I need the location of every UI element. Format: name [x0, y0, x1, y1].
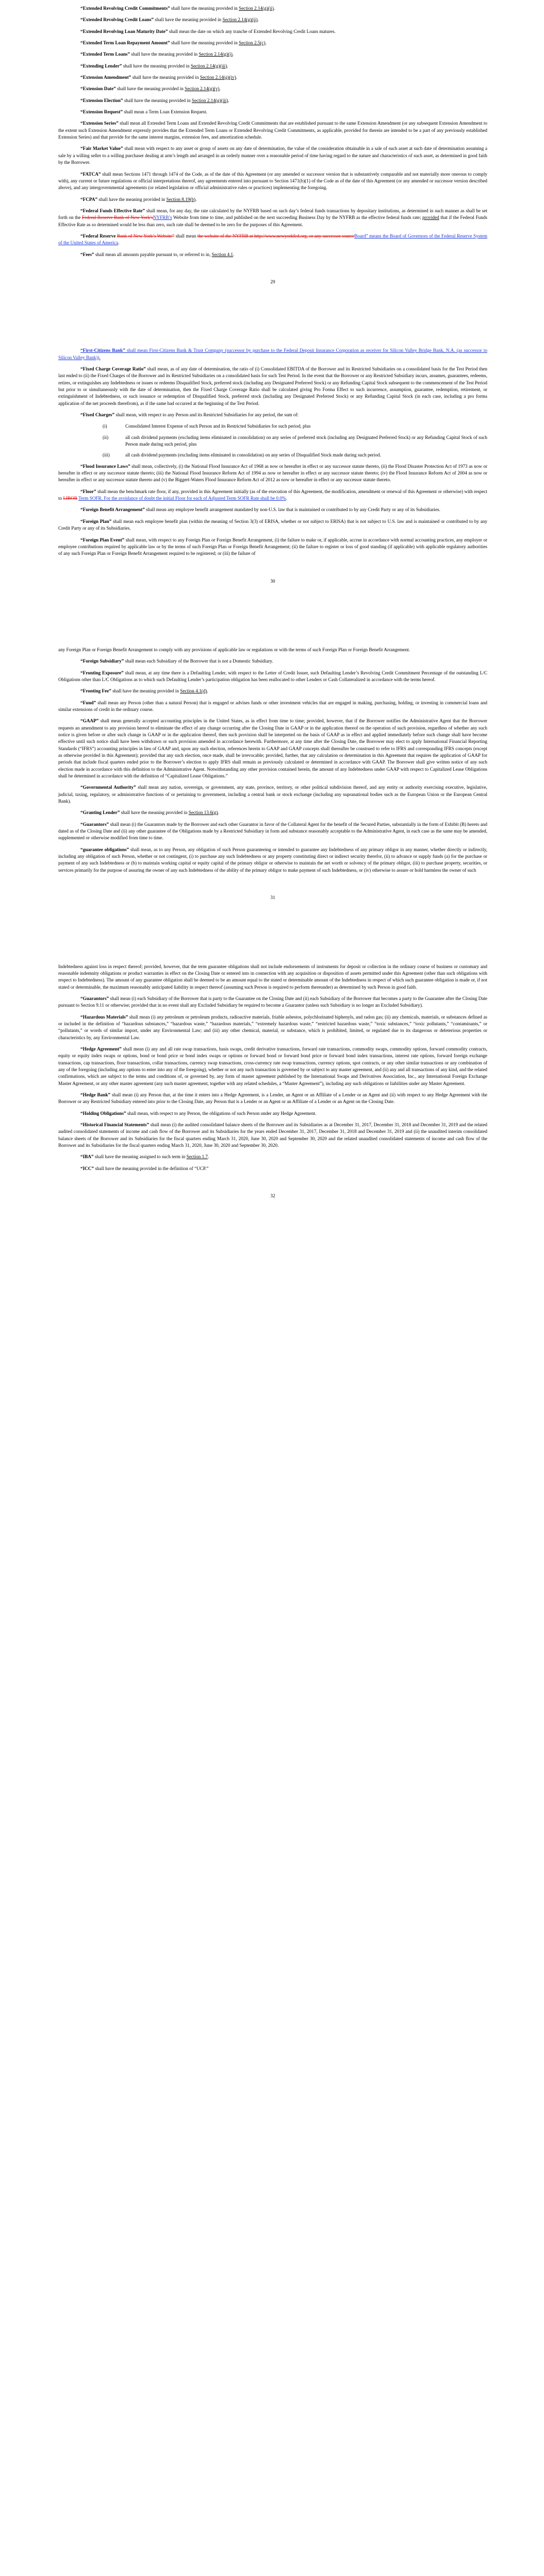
- definition-paragraph: [58, 5, 487, 12]
- definition-paragraph: [58, 51, 487, 58]
- defined-term: “Hazardous Materials”: [80, 1014, 128, 1020]
- definition-text: shall mean (i) any Person that, at the time it enters into a Hedge Agreement, is a Lender, an Agent or an Affiliate of a Lender or an Agent and (ii) with respect to any Hedge Agreement with the Borrower or any Restricted Subsidiary entered into prior to the Closing Date, any Person that is a Lender or an Agent or an Affiliate of a Lender or an Agent on the Closing Date.: [58, 1092, 488, 1105]
- definition-tail: .: [257, 17, 259, 23]
- section-reference-link[interactable]: Section 1.7: [186, 1154, 208, 1160]
- defined-term: “Extended Revolving Loan Maturity Date”: [80, 28, 168, 34]
- defined-term: “Holding Obligations”: [80, 1110, 126, 1116]
- definition-text: shall mean a Term Loan Extension Request.: [122, 109, 207, 115]
- definition-tail: .: [273, 6, 275, 11]
- definition-text: shall mean all Extended Term Loans and Extended Revolving Credit Commitments that are established pursuant to the same Extension Amendment (or any subsequent Extension Amendment to the extent such Extension Amendment expressly provides that the Extended Term Loans or Extended Revolving Credit Commitments, as applicable, provided for therein are intended to be a part of any previously established Extension Series) and that provide for the same interest margins, extension fees, and amortization schedule.: [58, 121, 487, 140]
- section-reference-link[interactable]: Section 2.14(g)(v): [185, 86, 220, 92]
- page-number: 31: [270, 895, 275, 901]
- defined-term: “Fronting Fee”: [80, 688, 111, 694]
- definition-floor: “Floor” shall mean the benchmark rate floor, if any, provided in this Agreement initially (as of the execution of this Agreement, the modification, amendment or renewal of this Agreement or otherwise) with respect to LIBOR Term SOFR. For the avoidance of doubt the initial Floor for each of Adjusted Term SOFR Rate shall be 0.0%.: [58, 488, 487, 501]
- defined-term: “Extended Revolving Credit Loans”: [80, 17, 154, 23]
- definition-paragraph: [58, 670, 487, 684]
- defined-term: “Extended Revolving Credit Commitments”: [80, 6, 170, 11]
- definition-paragraph: [58, 145, 487, 166]
- definition-text: shall have the meaning assigned to such term in: [93, 1154, 187, 1160]
- defined-term: “Extended Term Loans”: [80, 52, 130, 57]
- definition-paragraph: [58, 1092, 487, 1106]
- definition-text: shall mean, with respect to any Person, the obligations of such Person under any Hedge Agreement.: [126, 1110, 317, 1116]
- definition-tail: .: [228, 97, 229, 103]
- definition-paragraph: [58, 1110, 487, 1117]
- defined-term: “Fund”: [80, 700, 96, 705]
- section-reference-link[interactable]: Section 13.6(g): [188, 810, 218, 816]
- document: [0, 0, 544, 1199]
- definition-foreign-plan-event: “Foreign Plan Event” shall mean, with respect to any Foreign Plan or Foreign Benefit Arrangement, (i) the failure to make or, if applicable, accrue in accordance with normal accounting practices, any employer or employee contributions required by applicable law or by the terms of such Foreign Plan or Foreign Benefit Arrangement; (ii) the failure to register or loss of good standing (if applicable) with applicable regulatory authorities of any such Foreign Plan or Foreign Benefit Arrangement required to be registered; or (iii) the failure of: [58, 537, 488, 556]
- definition-text: shall have the meaning provided in: [116, 86, 185, 92]
- definition-foreign-plan: “Foreign Plan” shall mean each employee benefit plan (within the meaning of Section 3(3) of ERISA, whether or not subject to ERISA) that is not subject to U.S. law and is maintained or contributed to by any Credit Party or any of its Subsidiaries.: [58, 518, 487, 531]
- defined-term: “guarantee obligations”: [80, 846, 129, 852]
- definition-text: shall mean generally accepted accounting principles in the United States, as in effect from time to time; provided, however, that if the Borrower notifies the Administrative Agent that the Borrower requests an amendment to any provision hereof to eliminate the effect of any change occurring after the Closing Date in GAAP or in the application thereof on the operation of such provision, regardless of whether any such notice is given before or after such change in GAAP or in the application thereof, then such provision shall be interpreted on the basis of GAAP as in effect and applied immediately before such change shall have become effective until such notice shall have been withdrawn or such provision amended in accordance herewith. Furthermore, at any time after the Closing Date, the Borrower may elect to apply International Financial Reporting Standards (“IFRS”) accounting principles in lieu of GAAP and, upon any such election, references herein to GAAP and GAAP concepts shall thereafter be construed to refer to IFRS and corresponding IFRS concepts (except as otherwise provided in this Agreement); provided that any such election, once made, shall be irrevocable; provided, further, that any calculation or determination in this Agreement that requires the application of GAAP for periods that include fiscal quarters ended prior to the Borrower’s election to apply IFRS shall remain as previously calculated or determined in accordance with GAAP. The Borrower shall give written notice of any such election made in accordance with this definition to the Administrative Agent. Notwithstanding any other provision contained herein, the amount of any Indebtedness under GAAP with respect to Capitalized Lease Obligations shall be determined in accordance with the definition of “Capitalized Lease Obligations.”: [58, 718, 487, 779]
- definition-paragraph: [58, 1154, 487, 1160]
- definition-text: shall mean, at any time there is a Defaulting Lender, with respect to the Letter of Credit Issuer, such Defaulting Lender’s Revolving Credit Commitment Percentage of the outstanding L/C Obligations other than L/C Obligations as to which such Defaulting Lender’s participation obligation has been reallocated to other Lenders or Cash Collateralized in accordance with the terms hereof.: [58, 670, 487, 682]
- definition-text: shall mean, as to any Person, any obligation of such Person guaranteeing or intended to guarantee any Indebtedness of any primary obligor in any manner, whether directly or indirectly, including any obligation of such Person, whether or not contingent, (i) to purchase any such Indebtedness or any property constituting direct or indirect security therefor, (ii) to advance or supply funds (a) for the purchase or payment of any such Indebtedness or (b) to maintain working capital or equity capital of the primary obligor or otherwise to maintain the net worth or solvency of the primary obligor, (iii) to purchase property, securities, or services primarily for the purpose of assuring the owner of any such Indebtedness of the ability of the primary obligor to make payment of such Indebtedness, or (iv) otherwise to assure or hold harmless the owner of such: [58, 846, 488, 873]
- definition-text: shall mean (i) any petroleum or petroleum products, radioactive materials, friable asbestos, polychlorinated biphenyls, and radon gas; (ii) any chemicals, materials, or substances defined as or included in the definition of “hazardous substances,” “hazardous waste,” “hazardous materials,” “extremely hazardous waste,” “restricted hazardous waste,” “toxic substances,” “toxic pollutants,” “contaminants,” or “pollutants,” or words of similar import, under any Environmental Law; and (iii) any other chemical, material, or substance, which is prohibited, limited, or regulated due to its dangerous or deleterious properties or characteristics by, any Environmental Law.: [58, 1014, 487, 1040]
- defined-term: “Extension Amendment”: [80, 75, 131, 80]
- defined-term: “Extension Date”: [80, 86, 116, 92]
- definition-tail: .: [195, 196, 197, 202]
- definition-fixed-charges: “Fixed Charges” shall mean, with respect to any Person and its Restricted Subsidiaries for any period, the sum of:: [80, 412, 299, 418]
- definition-text: shall mean any Person (other than a natural Person) that is engaged or advises funds or other investment vehicles that are engaged in making, purchasing, holding, or investing in commercial loans and similar extensions of credit in the ordinary course.: [58, 700, 487, 712]
- definition-fees: “Fees” shall mean all amounts payable pursuant to, or referred to in, Section 4.1.: [80, 251, 235, 257]
- section-reference-link[interactable]: Section 2.14(g)(iii): [190, 63, 227, 69]
- defined-term: “Guarantors”: [80, 821, 109, 827]
- definition-text: shall have the meaning provided in: [129, 52, 199, 57]
- section-reference-link[interactable]: Section 2.14(g)(ii): [222, 17, 258, 23]
- section-reference-link[interactable]: Section 2.14(g)(iv): [200, 75, 236, 80]
- definition-tail: .: [227, 63, 228, 69]
- defined-term: “Extended Term Loan Repayment Amount”: [80, 40, 170, 46]
- definition-text: shall mean each Subsidiary of the Borrower that is not a Domestic Subsidiary.: [124, 658, 273, 664]
- definition-paragraph: [58, 97, 487, 104]
- page-number: 32: [270, 1193, 275, 1199]
- definition-text: shall have the meaning provided in: [97, 196, 167, 202]
- page-break: [58, 902, 487, 963]
- definition-paragraph: [58, 1046, 487, 1087]
- definition-paragraph: [58, 658, 487, 665]
- defined-term: “Foreign Subsidiary”: [80, 658, 124, 664]
- definition-flood-insurance-laws: “Flood Insurance Laws” shall mean, collectively, (i) the National Flood Insurance Act of 1968 as now or hereafter in effect or any successor statute thereto, (ii) the Flood Disaster Protection Act of 1973 as now or hereafter in effect or any successor statute thereto; (iii) the National Flood Insurance Reform Act of 1994 as now or hereafter in effect or any successor statute thereto; (iv) the Flood Insurance Reform Act of 2004 as now or hereafter in effect or any successor statute thereto and (v) the Biggert-Waters Flood Insurance Reform Act of 2012 as now or hereafter in effect or any successor statute thereto.: [58, 463, 488, 483]
- page-break: [58, 585, 487, 647]
- defined-term: “FATCA”: [80, 171, 101, 177]
- definition-text: shall have the meaning provided in: [120, 810, 189, 816]
- page-number: 29: [270, 279, 275, 284]
- section-reference-link[interactable]: Section 2.5(c): [239, 40, 266, 46]
- definition-federal-reserve-board: “Federal Reserve Bank of New York’s Website” shall mean the website of the NYFRB at http://www.newyorkfed.org, or any successor sourceBoard” means the Board of Governors of the Federal Reserve System of the United States of America.: [58, 233, 488, 246]
- defined-term: “GAAP”: [80, 718, 99, 724]
- definition-text: shall have the meaning provided in: [170, 40, 239, 46]
- definition-text: shall mean (i) the audited consolidated balance sheets of the Borrower and its Subsidiaries as at December 31, 2017, December 31, 2018 and December 31, 2019 and the related audited consolidated statements of income and cash flow of the Borrower and its Subsidiaries for the years ended December 31, 2017, December 31, 2018 and December 31, 2019 and (ii) the unaudited interim consolidated balance sheets of the Borrower and its Subsidiaries for the fiscal quarters ending March 31, 2020, June 30, 2020 and September 30, 2020 and the related unaudited consolidated statements of income and cash flow of the Borrower and its Subsidiaries for the fiscal quarters ending March 31, 2020, June 30, 2020 and September 30, 2020.: [58, 1122, 487, 1148]
- defined-term: “Governmental Authority”: [80, 785, 136, 790]
- definition-text: shall have the meaning provided in: [170, 6, 239, 11]
- definition-text: shall mean (i) the Guarantors made by the Borrower and each other Guarantor in favor of the Collateral Agent for the benefit of the Secured Parties, substantially in the form of Exhibit (B) hereto and dated as of the Closing Date and (ii) any other guarantee of the Obligations made by a Restricted Subsidiary in form and substance reasonably acceptable to the Administrative Agent, in each case as the same may be amended, supplemented or otherwise modified from time to time.: [58, 821, 487, 841]
- definition-paragraph: [58, 1165, 487, 1172]
- defined-term: “IBA”: [80, 1154, 94, 1160]
- definition-paragraph: [58, 171, 487, 192]
- definition-paragraph: [58, 700, 487, 714]
- definition-paragraph: [58, 784, 487, 805]
- definition-text: shall mean Sections 1471 through 1474 of the Code, as of the date of this Agreement (or any amended or successor version that is substantively comparable and not materially more onerous to comply with), any current or future regulations or official interpretations thereof, any agreements entered into pursuant to Section 1471(b)(1) of the Code as of the date of this Agreement (or any amended or successor version described above), and any intergovernmental agreements (or related legislation or official administrative rules or practices) implementing the foregoing.: [58, 171, 487, 191]
- defined-term: “ICC”: [80, 1165, 94, 1171]
- definition-tail: .: [232, 52, 234, 57]
- section-reference-link[interactable]: Section 8.19(b): [166, 196, 196, 202]
- definition-paragraph: [58, 86, 487, 92]
- defined-term: “Extension Request”: [80, 109, 123, 115]
- definition-tail: .: [218, 810, 219, 816]
- continuation-text: any Foreign Plan or Foreign Benefit Arrangement to comply with any provisions of applicable law or regulations or with the terms of such Foreign Plan or Foreign Benefit Arrangement.: [58, 647, 410, 652]
- definition-federal-funds-rate: “Federal Funds Effective Rate” shall mean, for any day, the rate calculated by the NYFRB based on such day’s federal funds transactions by depositary institutions, as determined in such manner as shall be set forth on the Federal Reserve Bank of New York’sNYFRB’s Website from time to time, and published on the next succeeding Business Day by the NYFRB as the effective federal funds rate; provided that if the Federal Funds Effective Rate as so determined would be less than zero, such rate shall be deemed to be zero for the purposes of this Agreement.: [58, 208, 487, 227]
- defined-term: “Extending Lender”: [80, 63, 122, 69]
- definition-paragraph: [58, 995, 487, 1009]
- clause-item: (i) Consolidated Interest Expense of such Person and its Restricted Subsidiaries for such period, plus: [103, 423, 311, 429]
- definition-text: shall have the meaning provided in: [111, 688, 180, 694]
- defined-term: “Fair Market Value”: [80, 146, 123, 151]
- definition-paragraph: [58, 74, 487, 81]
- definition-paragraph: [58, 688, 487, 694]
- clause-item: (iii) all cash dividend payments (excluding items eliminated in consolidation) on any series of Disqualified Stock made during such period.: [103, 452, 381, 458]
- definition-paragraph: [58, 40, 487, 46]
- definition-paragraph: [58, 718, 487, 779]
- definition-foreign-benefit-arrangement: “Foreign Benefit Arrangement” shall mean any employee benefit arrangement mandated by non-U.S. law that is maintained or contributed to by any Credit Party or any of its Subsidiaries.: [80, 507, 440, 513]
- definition-text: shall mean any nation, sovereign, or government, any state, province, territory, or other political subdivision thereof, and any entity or authority exercising executive, legislative, judicial, taxing, regulatory, or administrative functions of or pertaining to government, including a central bank or stock exchange (including any supranational bodies such as the European Union or the European Central Bank).: [58, 785, 487, 804]
- section-reference-link[interactable]: Section 2.14(g)(iii): [191, 97, 228, 103]
- section-reference-link[interactable]: Section 2.14(g)(ii): [239, 6, 274, 11]
- definition-tail: .: [208, 1154, 209, 1160]
- definition-paragraph: [58, 16, 487, 23]
- defined-term: “Hedge Agreement”: [80, 1046, 122, 1052]
- definition-paragraph: [58, 1122, 487, 1149]
- section-reference-link[interactable]: Section 2.14(g)(i): [199, 52, 233, 57]
- section-reference-link[interactable]: Section 4.1(d): [180, 688, 207, 694]
- definition-text: shall have the meaning provided in: [122, 63, 191, 69]
- fixed-charges-clauses: [58, 423, 487, 459]
- definition-tail: .: [207, 688, 208, 694]
- defined-term: “Granting Lender”: [80, 810, 120, 816]
- definition-paragraph: [58, 846, 487, 874]
- defined-term: “Hedge Bank”: [80, 1092, 111, 1097]
- page-31: [58, 647, 487, 902]
- definition-paragraph: [58, 821, 487, 842]
- definition-paragraph: [58, 109, 487, 115]
- definition-paragraph: [58, 28, 487, 35]
- page-number: 30: [270, 578, 275, 584]
- definition-paragraph: [58, 63, 487, 70]
- definition-text: shall mean the date on which any tranche of Extended Revolving Credit Loans matures.: [168, 28, 336, 34]
- page-30: [58, 347, 487, 585]
- defined-term: “Guarantors”: [80, 995, 109, 1001]
- definition-paragraph: [58, 120, 487, 141]
- definition-text: shall mean with respect to any asset or group of assets on any date of determination, the value of the consideration obtainable in a sale of such asset at such date of determination assuming a sale by a willing seller to a willing purchaser dealing at arm’s length and arranged in an orderly manner over a reasonable period of time having regard to the nature and characteristics of such asset, as determined in good faith by the Borrower.: [58, 146, 487, 165]
- definition-text: shall have the meaning provided in: [154, 17, 223, 23]
- defined-term: “Extension Series”: [80, 121, 119, 126]
- page-break: [58, 285, 487, 347]
- definition-paragraph: [58, 196, 487, 203]
- defined-term: “Extension Election”: [80, 97, 123, 103]
- definition-fixed-charge-coverage-ratio: “Fixed Charge Coverage Ratio” shall mean, as of any date of determination, the ratio of (i) Consolidated EBITDA of the Borrower and its Restricted Subsidiaries on a consolidated basis for the Test Period then last ended to (ii) the Fixed Charges of the Borrower and its Restricted Subsidiaries on a consolidated basis for such Test Period. In the event that the Borrower or any Restricted Subsidiary incurs, assumes, guarantees, redeems, retires, or extinguishes any Indebtedness or issues or redeems Disqualified Stock, preferred stock (including any Designated Preferred Stock) or any Refunding Capital Stock subsequent to the commencement of the Test Period but prior to or simultaneously with the date of determination, then the Fixed Charge Coverage Ratio shall be calculated giving Pro Forma Effect to such incurrence, assumption, guarantee, redemption, retirement, or extinguishment of Indebtedness, or such issuance or redemption of Disqualified Stock, preferred stock (including any Designated Preferred Stock) or any Refunding Capital Stock (in each case, including a pro forma application of the net proceeds therefrom), as if the same had occurred at the beginning of the Test Period.: [58, 366, 487, 406]
- page-29: [58, 5, 487, 285]
- definition-text: shall have the meaning provided in: [123, 97, 192, 103]
- definition-first-citizens-bank: “First-Citizens Bank” shall mean First-Citizens Bank & Trust Company (successor by purchase to the Federal Deposit Insurance Corporation as receiver for Silicon Valley Bridge Bank, N.A. (as successor to Silicon Valley Bank)).: [58, 348, 487, 360]
- definition-text: shall have the meaning provided in: [131, 75, 200, 80]
- page-32: [58, 963, 487, 1200]
- definition-paragraph: [58, 809, 487, 816]
- continuation-text: Indebtedness against loss in respect thereof; provided, however, that the term guarantee obligations shall not include endorsements of instruments for deposit or collection in the ordinary course of business or customary and reasonable indemnity obligations or product warranties in effect on the Closing Date or entered into in connection with any acquisition or disposition of assets permitted under this Agreement (other than such obligations with respect to Indebtedness). The amount of any guarantee obligation shall be deemed to be an amount equal to the stated or determinable amount of the Indebtedness in respect of which such guarantee obligation is made or, if not stated or determinable, the maximum reasonably anticipated liability in respect thereof (assuming such Person is required to perform thereunder) as determined by such Person in good faith.: [58, 963, 487, 990]
- definition-text: shall mean (i) each Subsidiary of the Borrower that is party to the Guarantee on the Closing Date and (ii) each Subsidiary of the Borrower that becomes a party to the Guarantee after the Closing Date pursuant to Section 9.11 or otherwise; provided that in no event shall any Excluded Subsidiary be required to become a Guarantor (unless such Subsidiary is no longer an Excluded Subsidiary).: [58, 995, 487, 1008]
- definition-text: shall mean (i) any and all rate swap transactions, basis swaps, credit derivative transactions, forward rate transactions, commodity swaps, commodity options, forward commodity contracts, equity or equity index swaps or options, bond or bond price or bond index swaps or options or forward bond or forward bond price or forward bond index transactions, interest rate options, forward foreign exchange transactions, cap transactions, floor transactions, collar transactions, currency swap transactions, cross-currency rate swap transactions, currency options, spot contracts, or any other similar transactions or any combination of any of the foregoing (including any options to enter into any of the foregoing), whether or not any such transaction is governed by or subject to any master agreement, and (ii) any and all transactions of any kind, and the related confirmations, which are subject to the terms and conditions of, or governed by, any form of master agreement published by the International Swaps and Derivatives Association, Inc., any International Foreign Exchange Master Agreement, or any other master agreement (any such master agreement, together with any related schedules, a “Master Agreement”), including any such obligations or liabilities under any Master Agreement.: [58, 1046, 487, 1086]
- defined-term: “FCPA”: [80, 196, 97, 202]
- definition-tail: .: [265, 40, 267, 46]
- definition-text: shall have the meaning provided in the definition of “UCP.”: [94, 1165, 209, 1171]
- definition-tail: .: [236, 75, 237, 80]
- defined-term: “Historical Financial Statements”: [80, 1122, 150, 1128]
- definition-paragraph: [58, 1014, 487, 1041]
- clause-item: (ii) all cash dividend payments (excluding items eliminated in consolidation) on any series of preferred stock (including any Designated Preferred Stock) or any Refunding Capital Stock of such Person made during such period, plus: [103, 434, 487, 447]
- definition-tail: .: [219, 86, 221, 92]
- defined-term: “Fronting Exposure”: [80, 670, 124, 675]
